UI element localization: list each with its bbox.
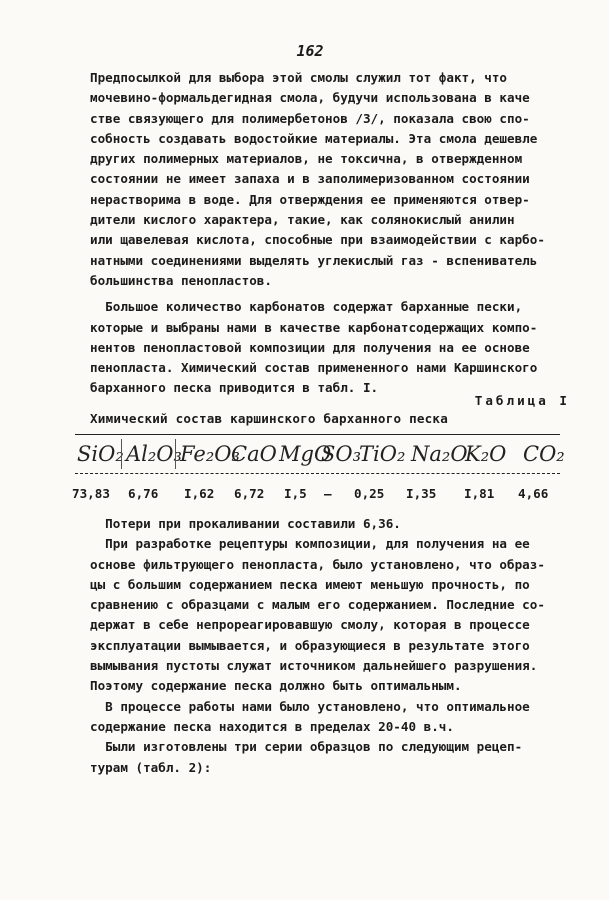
text-line: пенопласта. Химический состав примененного нами Каршинского bbox=[90, 360, 538, 376]
table-value-cell: 0,25 bbox=[354, 486, 385, 501]
table-header-cell: Fe₂O₃ bbox=[175, 439, 240, 469]
text-line: которые и выбраны нами в качестве карбонатсодержащих компо- bbox=[90, 319, 538, 335]
table-value-cell: I,5 bbox=[284, 486, 307, 501]
text-line: большинства пенопластов. bbox=[90, 272, 272, 288]
table-value-cell: 6,72 bbox=[234, 486, 265, 501]
table-header-cell: SO₃ bbox=[321, 442, 362, 466]
table-caption bbox=[90, 392, 570, 428]
text-line: стве связующего для полимербетонов /3/, показала свою спо- bbox=[90, 110, 530, 126]
table-value-cell: – bbox=[324, 486, 332, 501]
text-line: В процессе работы нами было установлено, что оптимальное bbox=[90, 698, 530, 714]
table-value-cell: I,62 bbox=[184, 486, 215, 501]
table-label: Таблица I bbox=[474, 393, 570, 408]
table-header-cell: SiO₂ bbox=[77, 442, 124, 466]
text-line: Большое количество карбонатов содержат барханные пески, bbox=[90, 299, 523, 315]
text-line: держат в себе непрореагировавшую смолу, которая в процессе bbox=[90, 617, 530, 633]
text-line: состоянии не имеет запаха и в заполимеризованном состоянии bbox=[90, 171, 530, 187]
table-value-row bbox=[72, 486, 572, 506]
table-value-cell: I,81 bbox=[464, 486, 495, 501]
text-line: вымывания пустоты служат источником дальнейшего разрушения. bbox=[90, 658, 538, 674]
text-line: натными соединениями выделять углекислый газ - вспениватель bbox=[90, 252, 538, 268]
table-header-cell: TiO₂ bbox=[359, 442, 406, 466]
table-header-cell: CO₂ bbox=[523, 442, 565, 466]
table-header-cell: Na₂O bbox=[411, 442, 468, 466]
text-line: Предпосылкой для выбора этой смолы служил тот факт, что bbox=[90, 70, 508, 85]
text-line: содержание песка находится в пределах 20-40 в.ч. bbox=[90, 718, 454, 734]
text-line: мочевино-формальдегидная смола, будучи использована в каче bbox=[90, 90, 530, 106]
text-line: или щавелевая кислота, способные при взаимодействии с карбо- bbox=[90, 232, 545, 248]
text-block-top bbox=[90, 68, 570, 399]
text-line: дители кислого характера, такие, как солянокислый анилин bbox=[90, 212, 515, 228]
table-header-cell: Al₂O₃ bbox=[121, 439, 182, 469]
text-line: нентов пенопластовой композиции для получения на ее основе bbox=[90, 339, 530, 355]
page-number: 162 bbox=[296, 42, 324, 60]
table-title: Химический состав каршинского барханного песка bbox=[90, 411, 448, 426]
text-line: Были изготовлены три серии образцов по следующим рецеп- bbox=[90, 739, 523, 755]
text-line: эксплуатации вымывается, и образующиеся в результате этого bbox=[90, 637, 530, 653]
table-header-row bbox=[75, 434, 565, 474]
table-value-cell: 73,83 bbox=[72, 486, 110, 501]
text-line: турам (табл. 2): bbox=[90, 759, 212, 775]
text-line: барханного песка приводится в табл. I. bbox=[90, 380, 379, 396]
table-value-cell: I,35 bbox=[406, 486, 437, 501]
text-line: других полимерных материалов, не токсична, в отвержденном bbox=[90, 151, 523, 167]
table-header-cell: K₂O bbox=[465, 442, 507, 466]
text-block-bottom bbox=[90, 514, 570, 778]
table-header-cell: CaO bbox=[231, 442, 277, 466]
text-line: Потери при прокаливании составили 6,36. bbox=[90, 516, 401, 531]
text-line: собность создавать водостойкие материалы. Эта смола дешевле bbox=[90, 130, 538, 146]
table-header-cell: MgO bbox=[279, 442, 332, 466]
table-value-cell: 4,66 bbox=[518, 486, 549, 501]
table-value-cell: 6,76 bbox=[128, 486, 159, 501]
text-line: основе фильтрующего пенопласта, было установлено, что образ- bbox=[90, 556, 545, 572]
text-line: Поэтому содержание песка должно быть оптимальным. bbox=[90, 678, 462, 694]
text-line: нерастворима в воде. Для отверждения ее применяются отвер- bbox=[90, 191, 530, 207]
text-line: При разработке рецептуры композиции, для получения на ее bbox=[90, 536, 530, 552]
text-line: сравнению с образцами с малым его содержанием. Последние со- bbox=[90, 597, 545, 613]
text-line: цы с большим содержанием песка имеют меньшую прочность, по bbox=[90, 576, 530, 592]
